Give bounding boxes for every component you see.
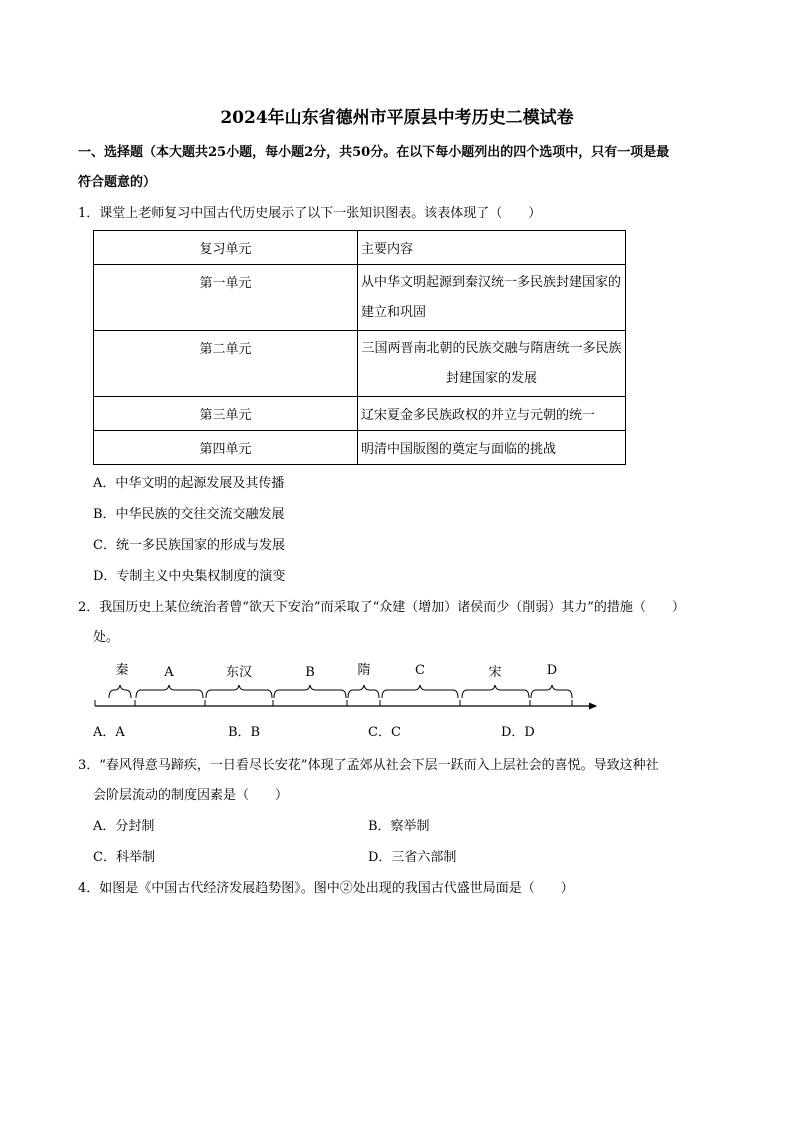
q3-option-d[interactable]: D．三省六部制 [368, 850, 457, 865]
table-header-row [94, 231, 626, 265]
timeline-braces [109, 685, 572, 698]
q2-option-d[interactable]: D．D [501, 725, 535, 740]
q3-option-a[interactable]: A．分封制 [93, 819, 155, 834]
table-cell: 第一单元 [94, 265, 358, 331]
knowledge-table [93, 230, 626, 465]
timeline-label-b: B [305, 665, 315, 680]
timeline-label-a: A [164, 665, 174, 680]
q2-option-b[interactable]: B．B [228, 725, 261, 740]
page-title: 2024年山东省德州市平原县中考历史二模试卷 [220, 108, 574, 128]
table-header-cell: 主要内容 [358, 231, 626, 265]
question-2-stem-line1: 2．我国历史上某位统治者曾“欲天下安治”而采取了“众建（增加）诸侯而少（削弱）其力”的措施（ ） [78, 600, 685, 615]
timeline-label-donghan: 东汉 [225, 665, 253, 680]
timeline-label-sui: 隋 [357, 663, 371, 678]
q2-option-c[interactable]: C．C [368, 725, 401, 740]
table-cell: 第三单元 [94, 397, 358, 431]
table-cell: 明清中国版图的奠定与面临的挑战 [358, 431, 626, 465]
option-d[interactable]: D．专制主义中央集权制度的演变 [93, 569, 286, 584]
option-c[interactable]: C．统一多民族国家的形成与发展 [93, 538, 285, 553]
table-cell: 第四单元 [94, 431, 358, 465]
table-row [94, 265, 626, 331]
timeline-label-c: C [415, 663, 425, 678]
question-1-stem: 1．课堂上老师复习中国古代历史展示了以下一张知识图表。该表体现了（ ） [78, 206, 542, 221]
timeline-label-d: D [546, 663, 558, 678]
dynasty-timeline [0, 652, 794, 716]
table-header-cell: 复习单元 [94, 231, 358, 265]
timeline-label-song: 宋 [488, 665, 502, 680]
table-cell: 从中华文明起源到秦汉统一多民族封建国家的建立和巩固 [358, 265, 626, 331]
table-row [94, 397, 626, 431]
q3-option-c[interactable]: C．科举制 [93, 850, 155, 865]
table-row [94, 331, 626, 397]
section-heading-line1: 一、选择题（本大题共25小题，每小题2分，共50分。在以下每小题列出的四个选项中，只有一项是最 [78, 145, 670, 160]
q3-option-b[interactable]: B．察举制 [368, 819, 430, 834]
option-a[interactable]: A．中华文明的起源发展及其传播 [93, 476, 285, 491]
timeline-label-qin: 秦 [115, 663, 129, 678]
table-row [94, 431, 626, 465]
question-3-stem-line1: 3．“春风得意马蹄疾，一日看尽长安花”体现了孟郊从社会下层一跃而入上层社会的喜悦。导致这种社 [78, 758, 659, 773]
table-cell: 第二单元 [94, 331, 358, 397]
question-3-stem-line2: 会阶层流动的制度因素是（ ） [93, 788, 289, 803]
question-4-stem: 4．如图是《中国古代经济发展趋势图》。图中②处出现的我国古代盛世局面是（ ） [78, 881, 574, 896]
table-cell: 辽宋夏金多民族政权的并立与元朝的统一 [358, 397, 626, 431]
table-cell: 三国两晋南北朝的民族交融与隋唐统一多民族封建国家的发展 [358, 331, 626, 397]
section-heading-line2: 符合题意的） [78, 175, 157, 190]
question-2-stem-line2: 处。 [93, 630, 120, 645]
option-b[interactable]: B．中华民族的交往交流交融发展 [93, 507, 285, 522]
timeline-ticks [95, 700, 572, 706]
q2-option-a[interactable]: A．A [93, 725, 125, 740]
